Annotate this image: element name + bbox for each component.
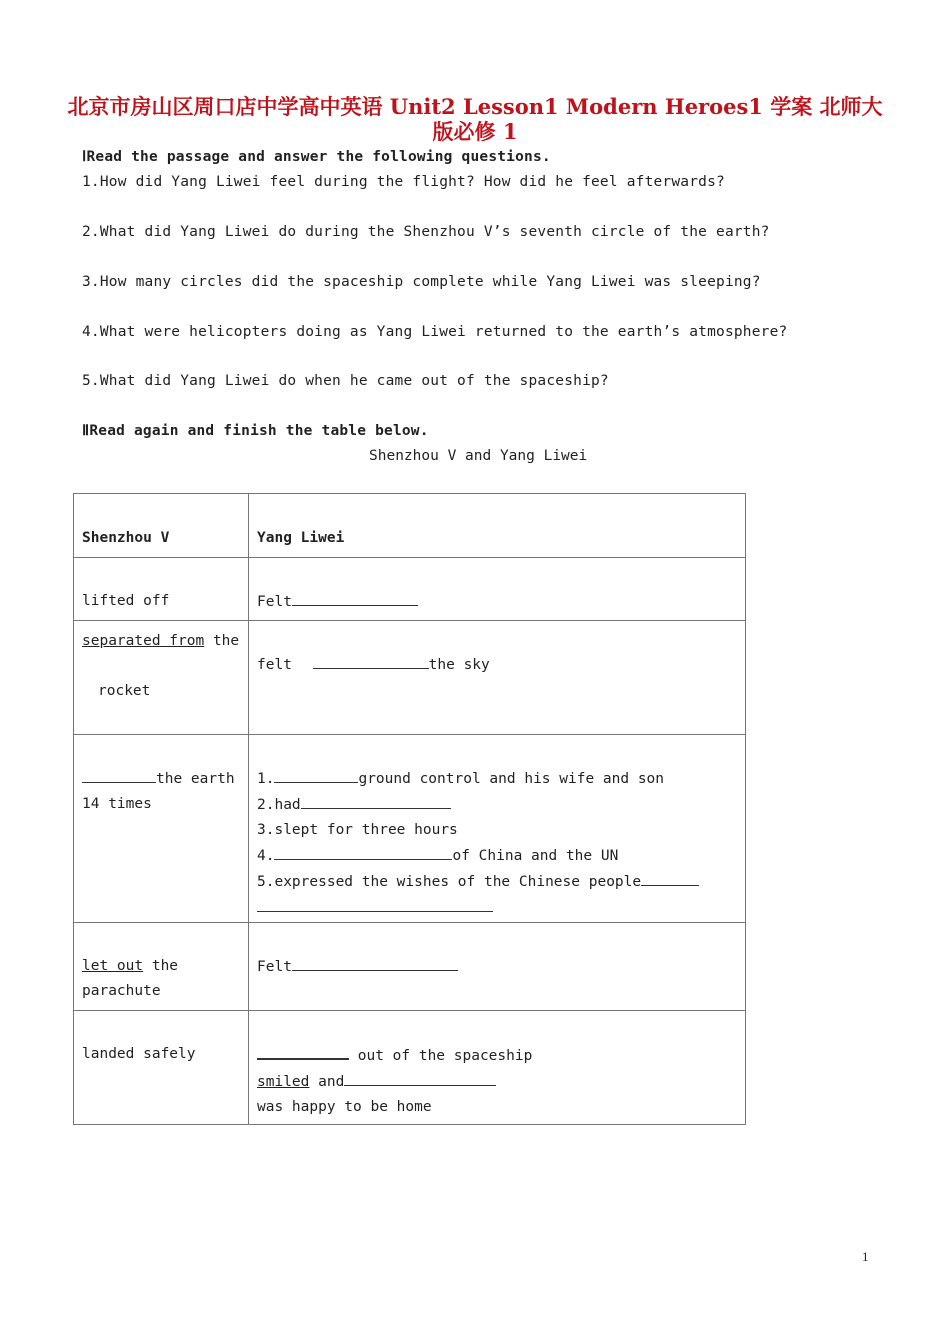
row3-event-text: the earth 14 times bbox=[82, 771, 235, 812]
table-row bbox=[74, 558, 746, 621]
row4-event-rest: the parachute bbox=[82, 958, 179, 999]
answer-blank[interactable] bbox=[292, 589, 418, 606]
page-number: 1 bbox=[862, 1249, 869, 1264]
document-title bbox=[60, 94, 890, 144]
row2-event-underlined: separated from bbox=[82, 633, 205, 649]
header-shenzhou: Shenzhou V bbox=[74, 494, 249, 558]
row2-feeling-end: the sky bbox=[428, 657, 490, 673]
row3-activities bbox=[249, 735, 746, 923]
row4-feeling bbox=[249, 923, 746, 1011]
question-1: 1.How did Yang Liwei feel during the flight? How did he feel afterwards? bbox=[82, 174, 725, 190]
row3-item-4: 4. of China and the UN bbox=[257, 843, 737, 869]
row4-event-underlined: let out bbox=[82, 958, 144, 974]
answer-blank[interactable] bbox=[274, 843, 452, 860]
question-5: 5.What did Yang Liwei do when he came out of the spaceship? bbox=[82, 373, 609, 389]
row2-event bbox=[74, 621, 249, 735]
header-yang-liwei: Yang Liwei bbox=[249, 494, 746, 558]
row1-event: lifted off bbox=[74, 558, 249, 621]
answer-blank[interactable] bbox=[641, 869, 699, 886]
section-2-heading: ⅡRead again and finish the table below. bbox=[82, 423, 429, 439]
answer-blank[interactable] bbox=[313, 652, 429, 669]
answer-blank[interactable] bbox=[292, 954, 458, 971]
answer-blank[interactable] bbox=[257, 895, 493, 912]
question-2: 2.What did Yang Liwei do during the Shenzhou V’s seventh circle of the earth? bbox=[82, 224, 770, 240]
row3-item-5-continued bbox=[257, 895, 737, 921]
question-3: 3.How many circles did the spaceship complete while Yang Liwei was sleeping? bbox=[82, 274, 761, 290]
table-row bbox=[74, 735, 746, 923]
row4-event bbox=[74, 923, 249, 1011]
row3-event bbox=[74, 735, 249, 923]
row4-felt-label: Felt bbox=[257, 959, 292, 975]
row5-line-1: out of the spaceship bbox=[257, 1042, 737, 1069]
table-row bbox=[74, 923, 746, 1011]
row2-felt-label: felt bbox=[257, 657, 292, 673]
table-row bbox=[74, 621, 746, 735]
row5-actions bbox=[249, 1011, 746, 1125]
table-row bbox=[74, 1011, 746, 1125]
answer-blank[interactable] bbox=[82, 766, 156, 783]
row3-item-2: 2.had bbox=[257, 792, 737, 818]
row3-item-1: 1. ground control and his wife and son bbox=[257, 766, 737, 792]
answer-blank[interactable] bbox=[301, 792, 451, 809]
table-header-row bbox=[74, 494, 746, 558]
question-4: 4.What were helicopters doing as Yang Liwei returned to the earth’s atmosphere? bbox=[82, 324, 788, 340]
row3-item-3: 3.slept for three hours bbox=[257, 822, 458, 838]
answer-blank[interactable] bbox=[344, 1069, 496, 1086]
answer-table bbox=[73, 493, 746, 1125]
table-caption: Shenzhou V and Yang Liwei bbox=[369, 448, 588, 464]
row3-item-5: 5.expressed the wishes of the Chinese people bbox=[257, 869, 737, 895]
row5-event: landed safely bbox=[74, 1011, 249, 1125]
section-1-heading: ⅠRead the passage and answer the following questions. bbox=[82, 149, 551, 165]
row5-line-2: smiled and bbox=[257, 1069, 737, 1095]
answer-blank[interactable] bbox=[257, 1042, 349, 1060]
row2-event-line2: rocket bbox=[98, 683, 151, 699]
row5-line-3: was happy to be home bbox=[257, 1099, 432, 1115]
answer-blank[interactable] bbox=[274, 766, 358, 783]
row1-felt-label: Felt bbox=[257, 594, 292, 610]
row2-feeling bbox=[249, 621, 746, 735]
title-line-1: 北京市房山区周口店中学高中英语 Unit2 Lesson1 Modern Heroes1 学案 北师大 bbox=[67, 94, 883, 119]
row2-event-rest: the bbox=[204, 633, 240, 649]
row1-feeling bbox=[249, 558, 746, 621]
title-line-2: 版必修 1 bbox=[432, 119, 518, 144]
